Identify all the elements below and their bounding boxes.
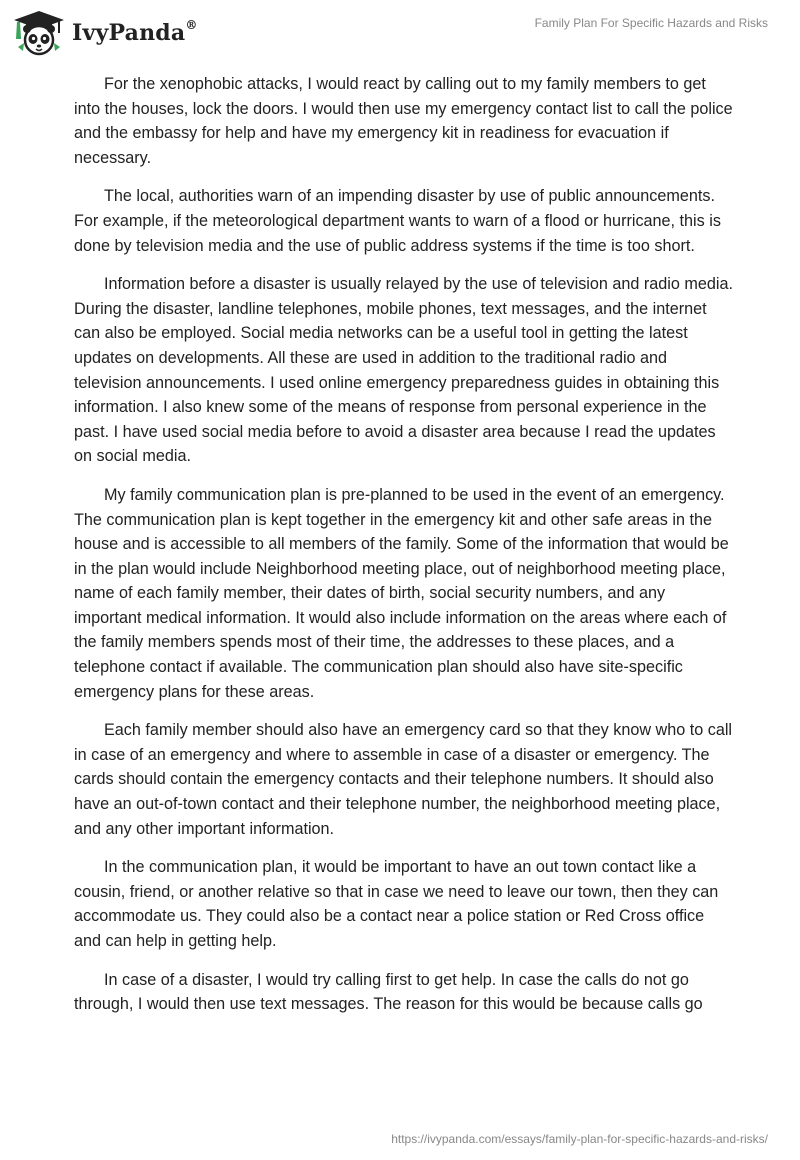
paragraph: Each family member should also have an emergency card so that they know who to call in case of an emergency and where to assemble in case of a disaster or emergency. The cards should contain the emergency contacts and their telephone numbers. It should also have an out-of-town contact and their telephone number, the neighborhood meeting place, and any other important information. [74,721,733,838]
paragraph: My family communication plan is pre-planned to be used in the event of an emergency. The communication plan is kept together in the emergency kit and other safe areas in the house and is accessible to all members of the family. Some of the information that would be in the plan would include Neighborhood meeting place, out of neighborhood meeting place, name of each family member, their dates of birth, social security numbers, and any important medical information. It would also include information on the areas where each of the family members spends most of their time, the addresses to these places, and a telephone contact if available. The communication plan should also have site-specific emergency plans for these areas. [74,485,729,701]
essay-body [74,72,734,1031]
document-title: Family Plan For Specific Hazards and Risks [534,16,768,30]
paragraph: In the communication plan, it would be important to have an out town contact like a cousin, friend, or another relative so that in case we need to leave our town, then they can accommodate us. They could also be a contact near a police station or Red Cross office and can help in getting help. [74,858,719,950]
paragraph: The local, authorities warn of an impending disaster by use of public announcements. For example, if the meteorological department wants to warn of a flood or hurricane, this is done by television media and the use of public address systems if the time is too short. [74,187,721,255]
paragraph: Information before a disaster is usually relayed by the use of television and radio media. During the disaster, landline telephones, mobile phones, text messages, and the internet can also be employed. Social media networks can be a useful tool in getting the latest updates on developments. All these are used in addition to the traditional radio and television announcements. I used online emergency preparedness guides in obtaining this information. I also knew some of the means of response from personal experience in the past. I have used social media before to avoid a disaster area because I read the updates on social media. [74,275,733,466]
paragraph: For the xenophobic attacks, I would react by calling out to my family members to get into the houses, lock the doors. I would then use my emergency contact list to call the police and the embassy for help and have my emergency kit in readiness for evacuation if necessary. [74,75,733,167]
ivypanda-logo[interactable] [12,9,198,57]
panda-graduate-icon [12,9,66,57]
page-header [0,0,800,70]
brand-name: IvyPanda® [72,17,198,46]
paragraph: In case of a disaster, I would try calling first to get help. In case the calls do not go through, I would then use text messages. The reason for this would be because calls go [74,970,703,1014]
source-url[interactable]: https://ivypanda.com/essays/family-plan-for-specific-hazards-and-risks/ [391,1132,768,1146]
